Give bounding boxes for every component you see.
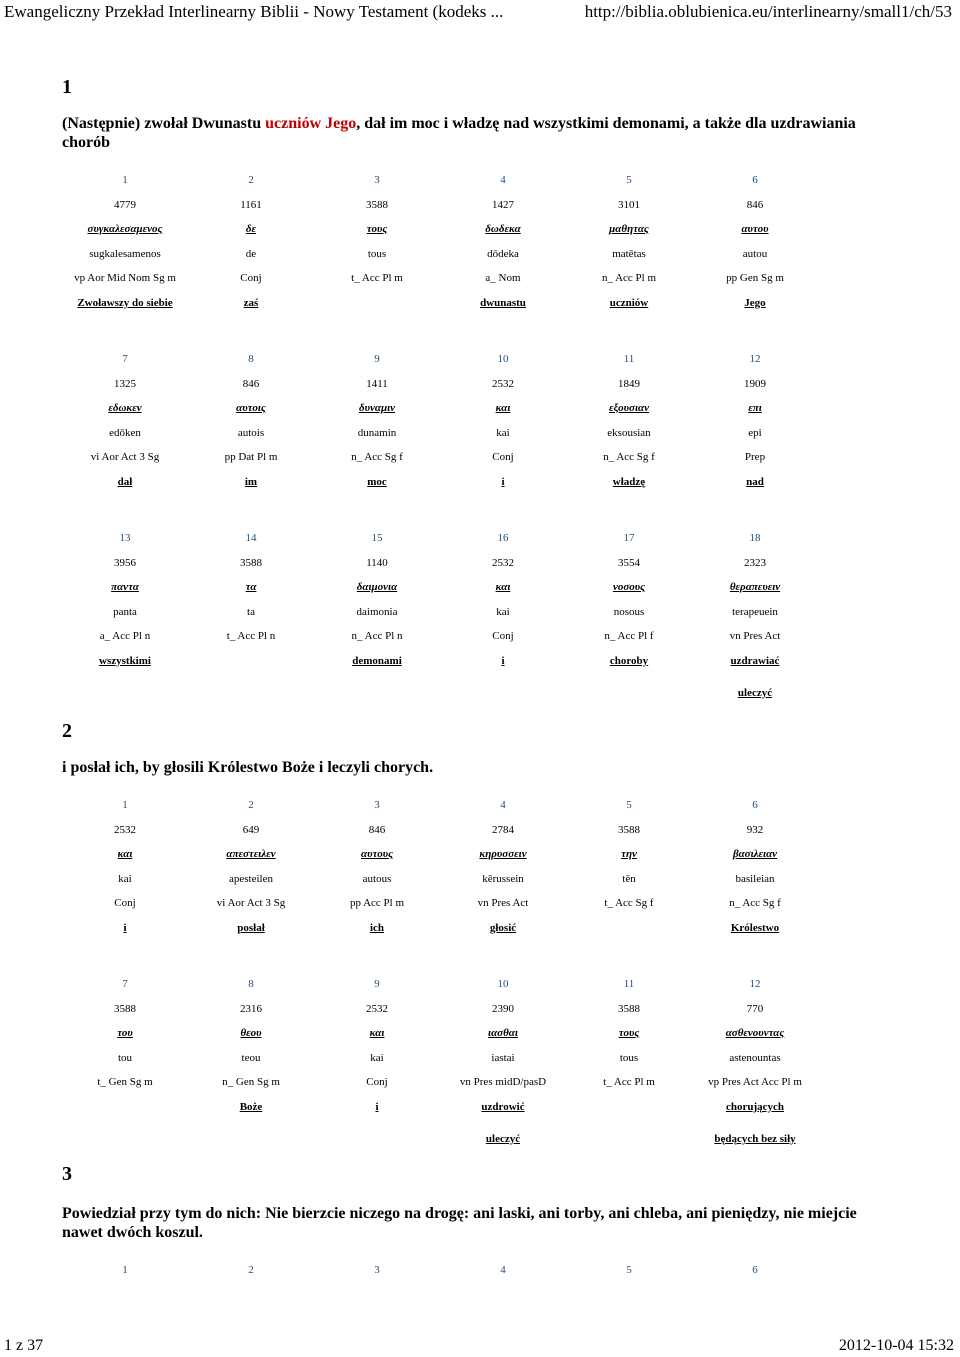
- greek-word-row: [0, 1027, 960, 1041]
- greek-word-row: [0, 402, 960, 416]
- word-number: 1: [122, 1264, 128, 1276]
- greek-word[interactable]: θεου: [240, 1027, 262, 1039]
- strong-number: 1140: [366, 556, 388, 569]
- strong-number: 3588: [366, 198, 388, 211]
- transliteration: nosous: [613, 605, 645, 618]
- strong-number: 846: [242, 377, 260, 390]
- word-number: 3: [374, 1264, 380, 1276]
- word-number: 6: [752, 174, 758, 186]
- transliteration: tous: [619, 1051, 639, 1064]
- word-number-row: [0, 799, 960, 813]
- word-number: 18: [749, 532, 761, 544]
- transliteration: kērussein: [482, 872, 524, 885]
- transliteration-row: [0, 427, 960, 441]
- strong-number: 1411: [366, 377, 388, 390]
- translation[interactable]: dał: [117, 475, 133, 488]
- strong-number: 3588: [618, 823, 640, 836]
- strong-number: 2323: [744, 556, 766, 569]
- strong-number: 846: [746, 198, 764, 211]
- greek-word[interactable]: παντα: [111, 581, 139, 593]
- morphology: n_ Acc Sg f: [729, 897, 781, 909]
- morphology: n_ Acc Pl n: [351, 630, 403, 642]
- strong-number: 2316: [240, 1002, 262, 1015]
- transliteration: tou: [117, 1051, 133, 1064]
- strong-number: 2532: [366, 1002, 388, 1015]
- translation[interactable]: uzdrowić: [481, 1100, 525, 1113]
- word-number: 15: [371, 532, 383, 544]
- translation[interactable]: uczniów: [609, 296, 649, 309]
- transliteration: tēn: [622, 872, 636, 885]
- verse-text: [62, 1204, 892, 1242]
- word-number: 10: [497, 978, 509, 990]
- morphology-row: [0, 1076, 960, 1090]
- word-number: 17: [623, 532, 635, 544]
- translation-row: [0, 476, 960, 490]
- strong-number: 1427: [492, 198, 514, 211]
- strong-number: 1909: [744, 377, 766, 390]
- verse-text: [62, 758, 892, 777]
- strong-number: 1161: [240, 198, 262, 211]
- transliteration: teou: [241, 1051, 261, 1064]
- transliteration: kai: [496, 605, 510, 618]
- morphology: vn Pres Act: [729, 630, 781, 642]
- transliteration: autou: [742, 247, 768, 260]
- transliteration: epi: [748, 426, 762, 439]
- morphology: vi Aor Act 3 Sg: [216, 897, 286, 909]
- greek-word[interactable]: επι: [748, 402, 762, 414]
- word-number: 9: [374, 978, 380, 990]
- transliteration: basileian: [735, 872, 775, 885]
- morphology: pp Gen Sg m: [726, 272, 784, 284]
- strong-number: 3956: [114, 556, 136, 569]
- translation-row: [0, 1101, 960, 1115]
- strong-number: 770: [746, 1002, 764, 1015]
- strong-number-row: [0, 824, 960, 838]
- word-number-row: [0, 174, 960, 188]
- transliteration: apesteilen: [229, 872, 273, 885]
- word-number: 1: [122, 799, 128, 811]
- morphology: vp Pres Act Acc Pl m: [708, 1076, 802, 1088]
- greek-word[interactable]: νοσους: [612, 581, 646, 593]
- word-number: 14: [245, 532, 257, 544]
- verse-number: 2: [62, 720, 72, 742]
- verse-number: 3: [62, 1163, 72, 1185]
- morphology: Conj: [366, 1076, 388, 1088]
- verse-text-highlight: uczniów Jego: [265, 115, 357, 132]
- transliteration: tous: [367, 247, 387, 260]
- translation[interactable]: wszystkimi: [99, 654, 151, 667]
- alt-translation[interactable]: uleczyć: [737, 686, 773, 699]
- strong-number: 4779: [114, 198, 136, 211]
- greek-word[interactable]: αυτοις: [236, 402, 266, 414]
- greek-word[interactable]: και: [495, 581, 511, 593]
- word-number-row: [0, 353, 960, 367]
- transliteration: autous: [362, 872, 392, 885]
- strong-number-row: [0, 199, 960, 213]
- strong-number: 2784: [492, 823, 514, 836]
- morphology: pp Acc Pl m: [349, 897, 405, 909]
- morphology: n_ Acc Sg f: [351, 451, 403, 463]
- greek-word[interactable]: τους: [366, 223, 388, 235]
- word-number: 4: [500, 174, 506, 186]
- word-number: 4: [500, 799, 506, 811]
- morphology: n_ Acc Pl m: [601, 272, 657, 284]
- morphology: n_ Acc Pl f: [604, 630, 654, 642]
- morphology: n_ Acc Sg f: [603, 451, 655, 463]
- word-number: 6: [752, 1264, 758, 1276]
- greek-word[interactable]: τα: [245, 581, 257, 593]
- greek-word[interactable]: τους: [618, 1027, 640, 1039]
- greek-word[interactable]: δε: [245, 223, 257, 235]
- word-number-row: [0, 978, 960, 992]
- translation[interactable]: zaś: [243, 296, 259, 309]
- morphology-row: [0, 630, 960, 644]
- transliteration: de: [245, 247, 257, 260]
- transliteration: kai: [118, 872, 132, 885]
- morphology: Prep: [744, 451, 766, 463]
- strong-number: 3588: [240, 556, 262, 569]
- word-number: 2: [248, 1264, 254, 1276]
- greek-word[interactable]: ιασθαι: [488, 1027, 518, 1039]
- strong-number: 1325: [114, 377, 136, 390]
- verse-text-part: Powiedział przy tym do nich: Nie bierzcie niczego na drogę: ani laski, ani torby, ani chleba, ani pieniędzy, nie miejcie nawet dwóch koszul.: [62, 1205, 857, 1241]
- word-number: 4: [500, 1264, 506, 1276]
- word-number: 7: [122, 353, 128, 365]
- strong-number: 3554: [618, 556, 640, 569]
- word-number: 3: [374, 799, 380, 811]
- transliteration-row: [0, 606, 960, 620]
- translation-row: [0, 922, 960, 936]
- word-number: 2: [248, 174, 254, 186]
- translation[interactable]: uzdrawiać: [730, 654, 780, 667]
- translation[interactable]: władzę: [612, 475, 646, 488]
- word-number: 11: [623, 978, 635, 990]
- transliteration: daimonia: [356, 605, 398, 618]
- translation[interactable]: moc: [367, 475, 387, 488]
- header-title: Ewangeliczny Przekład Interlinearny Biblii - Nowy Testament (kodeks ...: [4, 2, 504, 21]
- morphology: t_ Acc Sg f: [604, 897, 654, 909]
- morphology-row: [0, 897, 960, 911]
- greek-word[interactable]: κηρυσσειν: [479, 848, 527, 860]
- translation[interactable]: Królestwo: [730, 921, 780, 934]
- word-number: 8: [248, 353, 254, 365]
- strong-number: 1849: [618, 377, 640, 390]
- greek-word[interactable]: βασιλειαν: [732, 848, 778, 860]
- word-number: 8: [248, 978, 254, 990]
- greek-word[interactable]: και: [117, 848, 133, 860]
- verse-text: [62, 114, 892, 152]
- greek-word[interactable]: του: [117, 1027, 133, 1039]
- strong-number: 3588: [114, 1002, 136, 1015]
- translation[interactable]: i: [375, 1100, 379, 1113]
- verse-number: 1: [62, 76, 72, 98]
- translation[interactable]: demonami: [352, 654, 402, 667]
- greek-word[interactable]: δαιμονια: [356, 581, 398, 593]
- greek-word-row: [0, 223, 960, 237]
- word-number: 10: [497, 353, 509, 365]
- page-counter: 1 z 37: [4, 1337, 44, 1354]
- transliteration: dunamin: [357, 426, 397, 439]
- morphology: vn Pres Act: [477, 897, 529, 909]
- transliteration: kai: [496, 426, 510, 439]
- morphology: vi Aor Act 3 Sg: [90, 451, 160, 463]
- verse-text-part: (Następnie) zwołał Dwunastu: [62, 115, 266, 132]
- greek-word[interactable]: εξουσιαν: [608, 402, 650, 414]
- word-number: 6: [752, 799, 758, 811]
- translation[interactable]: dwunastu: [480, 296, 526, 309]
- alt-translation-row: [0, 1133, 960, 1147]
- greek-word[interactable]: και: [369, 1027, 385, 1039]
- transliteration-row: [0, 1052, 960, 1066]
- strong-number: 846: [368, 823, 386, 836]
- morphology: a_ Acc Pl n: [99, 630, 151, 642]
- greek-word[interactable]: απεστειλεν: [226, 848, 276, 860]
- greek-word-row: [0, 848, 960, 862]
- strong-number-row: [0, 1003, 960, 1017]
- word-number: 13: [119, 532, 131, 544]
- strong-number: 2390: [492, 1002, 514, 1015]
- strong-number-row: [0, 378, 960, 392]
- transliteration: edōken: [109, 426, 141, 439]
- transliteration: panta: [113, 605, 137, 618]
- greek-word[interactable]: αυτους: [361, 848, 393, 860]
- transliteration-row: [0, 873, 960, 887]
- verse-text-part: i posłał ich, by głosili Królestwo Boże i leczyli chorych.: [62, 759, 434, 776]
- translation[interactable]: ich: [369, 921, 385, 934]
- greek-word[interactable]: συγκαλεσαμενος: [87, 223, 163, 235]
- transliteration: ta: [247, 605, 255, 618]
- greek-word[interactable]: μαθητας: [609, 223, 649, 235]
- morphology: t_ Acc Pl n: [226, 630, 276, 642]
- morphology: t_ Acc Pl m: [603, 1076, 655, 1088]
- word-number: 9: [374, 353, 380, 365]
- page-header: [0, 0, 960, 26]
- greek-word[interactable]: αυτου: [741, 223, 769, 235]
- alt-translation[interactable]: uleczyć: [485, 1132, 521, 1145]
- translation[interactable]: posłał: [237, 921, 265, 934]
- translation[interactable]: głosić: [489, 921, 517, 934]
- morphology-row: [0, 272, 960, 286]
- morphology: pp Dat Pl m: [224, 451, 278, 463]
- word-number: 7: [122, 978, 128, 990]
- morphology: Conj: [492, 630, 514, 642]
- strong-number: 3588: [618, 1002, 640, 1015]
- greek-word[interactable]: ασθενουντας: [725, 1027, 785, 1039]
- strong-number: 3101: [618, 198, 640, 211]
- transliteration: autois: [237, 426, 265, 439]
- translation-row: [0, 655, 960, 669]
- morphology: n_ Gen Sg m: [222, 1076, 280, 1088]
- morphology: Conj: [114, 897, 136, 909]
- transliteration: dōdeka: [487, 247, 519, 260]
- print-datetime: 2012-10-04 15:32: [838, 1337, 954, 1354]
- translation-row: [0, 297, 960, 311]
- transliteration: astenountas: [729, 1051, 781, 1064]
- translation[interactable]: Boże: [239, 1100, 263, 1113]
- translation[interactable]: i: [501, 475, 505, 488]
- word-number: 16: [497, 532, 509, 544]
- translation[interactable]: i: [501, 654, 505, 667]
- greek-word[interactable]: θεραπευειν: [729, 581, 781, 593]
- strong-number-row: [0, 557, 960, 571]
- greek-word[interactable]: δυναμιν: [358, 402, 396, 414]
- strong-number: 932: [746, 823, 764, 836]
- strong-number: 2532: [114, 823, 136, 836]
- morphology-row: [0, 451, 960, 465]
- strong-number: 2532: [492, 556, 514, 569]
- morphology: Conj: [492, 451, 514, 463]
- alt-translation-row: [0, 687, 960, 701]
- transliteration: terapeuein: [732, 605, 778, 618]
- translation[interactable]: Zwoławszy do siebie: [77, 296, 173, 309]
- morphology: vn Pres midD/pasD: [459, 1076, 547, 1088]
- morphology: t_ Acc Pl m: [351, 272, 403, 284]
- morphology: vp Aor Mid Nom Sg m: [74, 272, 176, 284]
- transliteration: eksousian: [607, 426, 651, 439]
- transliteration: iastai: [491, 1051, 515, 1064]
- word-number: 5: [626, 799, 632, 811]
- transliteration: sugkalesamenos: [89, 247, 161, 260]
- translation[interactable]: i: [123, 921, 127, 934]
- word-number: 5: [626, 1264, 632, 1276]
- transliteration: kai: [370, 1051, 384, 1064]
- greek-word-row: [0, 581, 960, 595]
- word-number: 2: [248, 799, 254, 811]
- morphology: a_ Nom: [485, 272, 521, 284]
- transliteration: matētas: [612, 247, 646, 260]
- greek-word[interactable]: και: [495, 402, 511, 414]
- transliteration-row: [0, 248, 960, 262]
- greek-word[interactable]: την: [621, 848, 637, 860]
- verse-text-part: , dał im moc i władzę nad wszystkimi demonami, a także dla uzdrawiania chorób: [62, 115, 856, 151]
- translation[interactable]: Jego: [744, 296, 766, 309]
- morphology: Conj: [240, 272, 262, 284]
- header-url[interactable]: http://biblia.oblubienica.eu/interlinearny/small1/ch/53: [584, 2, 952, 21]
- translation[interactable]: choroby: [609, 654, 649, 667]
- strong-number: 649: [242, 823, 260, 836]
- translation[interactable]: nad: [746, 475, 764, 488]
- word-number: 5: [626, 174, 632, 186]
- greek-word[interactable]: εδωκεν: [108, 402, 142, 414]
- word-number: 12: [749, 978, 761, 990]
- word-number: 1: [122, 174, 128, 186]
- word-number-row: [0, 1264, 960, 1278]
- word-number-row: [0, 532, 960, 546]
- word-number: 12: [749, 353, 761, 365]
- translation[interactable]: chorujących: [725, 1100, 785, 1113]
- strong-number: 2532: [492, 377, 514, 390]
- translation[interactable]: im: [244, 475, 258, 488]
- word-number: 11: [623, 353, 635, 365]
- morphology: t_ Gen Sg m: [97, 1076, 153, 1088]
- greek-word[interactable]: δωδεκα: [485, 223, 521, 235]
- word-number: 3: [374, 174, 380, 186]
- alt-translation[interactable]: będących bez siły: [714, 1132, 796, 1145]
